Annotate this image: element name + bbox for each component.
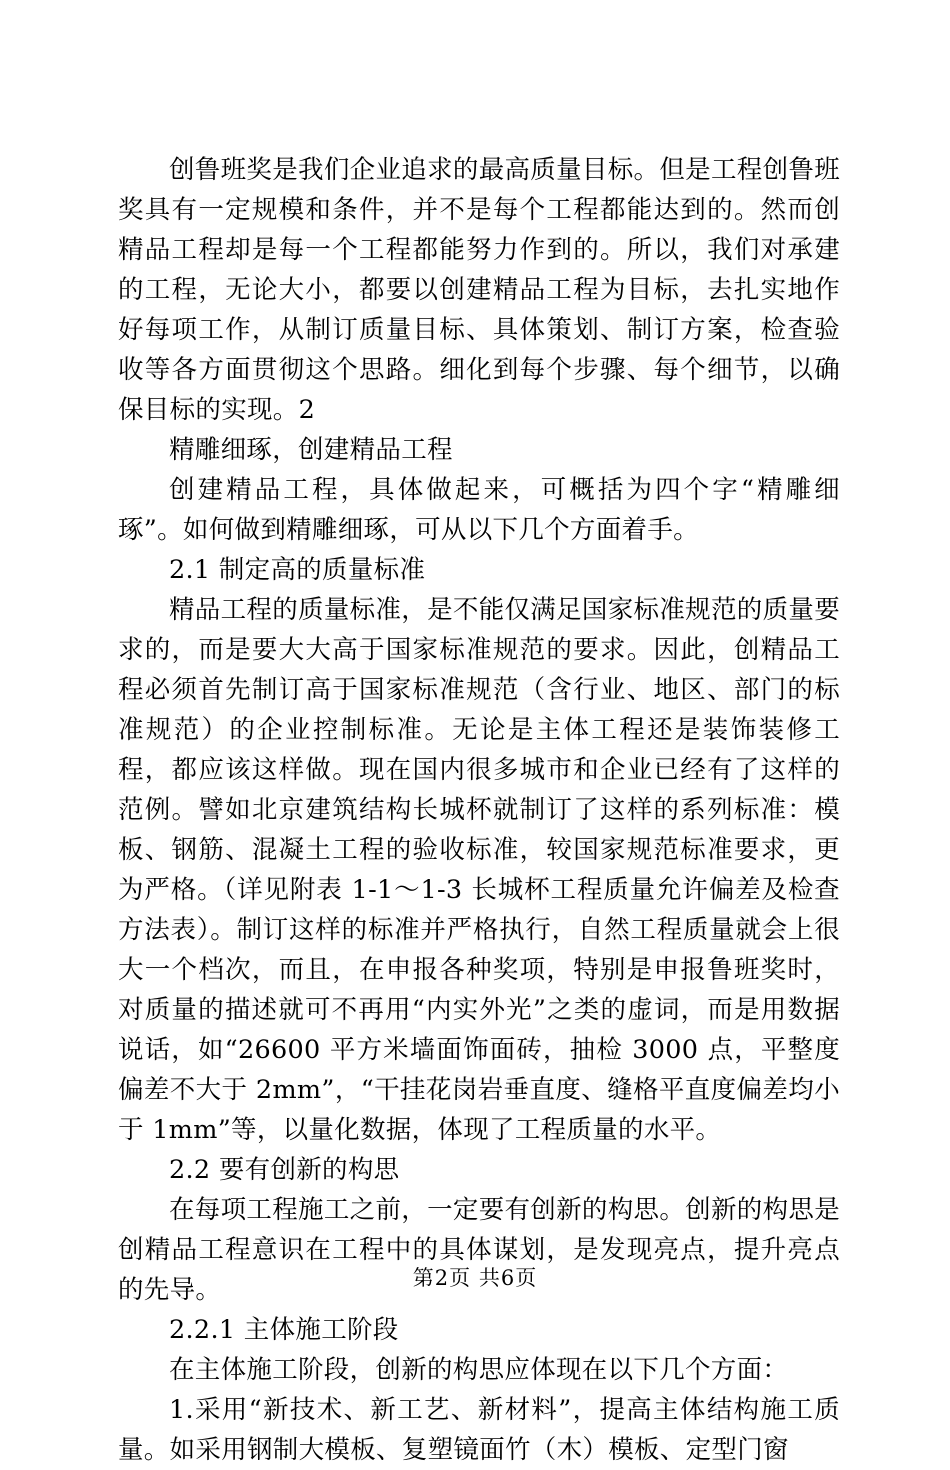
paragraph: 2.2 要有创新的构思 xyxy=(169,1155,400,1185)
page-footer: 第2页 共6页 xyxy=(412,1266,538,1290)
paragraph: 精品工程的质量标准，是不能仅满足国家标准规范的质量要求的，而是要大大高于国家标准规范的要求。因此，创精品工程必须首先制订高于国家标准规范（含行业、地区、部门的标准规范）的企业控制标准。无论是主体工程还是装饰装修工程，都应该这样做。现在国内很多城市和企业已经有了这样的范例。譬如北京建筑结构长城杯就制订了这样的系列标准：模板、钢筋、混凝土工程的验收标准，较国家规范标准要求，更为严格。（详见附表 1-1～1-3 长城杯工程质量允许偏差及检查方法表）。制订这样的标准并严格执行，自然工程质量就会上很大一个档次，而且，在申报各种奖项，特别是申报鲁班奖时，对质量的描述就可不再用“内实外光”之类的虚词，而是用数据说话，如“26600 平方米墙面饰面砖，抽检 3000 点，平整度偏差不大于 2mm”，“干挂花岗岩垂直度、缝格平直度偏差均小于 1mm”等，以量化数据，体现了工程质量的水平。 xyxy=(118,595,840,1145)
paragraph: 在每项工程施工之前，一定要有创新的构思。创新的构思是创精品工程意识在工程中的具体谋划，是发现亮点，提升亮点的先导。 xyxy=(118,1195,840,1305)
paragraph: 1.采用“新技术、新工艺、新材料”，提高主体结构施工质量。如采用钢制大模板、复塑镜面竹（木）模板、定型门窗 xyxy=(118,1395,840,1465)
paragraph: 2.1 制定高的质量标准 xyxy=(169,555,426,585)
paragraph: 创建精品工程，具体做起来，可概括为四个字“精雕细琢”。如何做到精雕细琢，可从以下几个方面着手。 xyxy=(118,475,840,545)
paragraph: 精雕细琢，创建精品工程 xyxy=(169,435,453,465)
paragraph: 在主体施工阶段，创新的构思应体现在以下几个方面： xyxy=(169,1355,789,1385)
paragraph: 创鲁班奖是我们企业追求的最高质量目标。但是工程创鲁班奖具有一定规模和条件，并不是每个工程都能达到的。然而创精品工程却是每一个工程都能努力作到的。所以，我们对承建的工程，无论大小，都要以创建精品工程为目标，去扎实地作好每项工作，从制订质量目标、具体策划、制订方案，检查验收等各方面贯彻这个思路。细化到每个步骤、每个细节，以确保目标的实现。2 xyxy=(118,155,840,425)
paragraph: 2.2.1 主体施工阶段 xyxy=(169,1315,399,1345)
